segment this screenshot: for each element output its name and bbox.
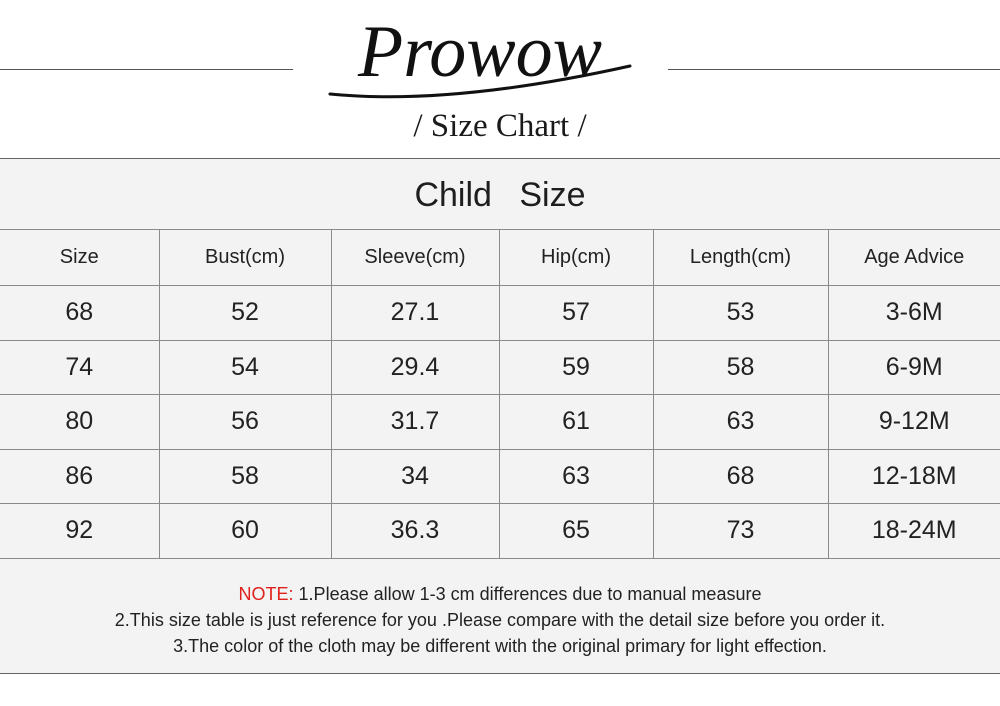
- cell-hip: 59: [499, 340, 653, 395]
- cell-size: 80: [0, 395, 159, 450]
- size-chart-panel: [0, 158, 1000, 674]
- cell-age-advice: 3-6M: [828, 286, 1000, 341]
- cell-age-advice: 12-18M: [828, 449, 1000, 504]
- cell-size: 74: [0, 340, 159, 395]
- page-subtitle: / Size Chart /: [413, 108, 587, 144]
- cell-sleeve: 34: [331, 449, 499, 504]
- cell-size: 86: [0, 449, 159, 504]
- cell-hip: 63: [499, 449, 653, 504]
- column-header-sleeve: Sleeve(cm): [331, 230, 499, 286]
- cell-length: 58: [653, 340, 828, 395]
- cell-age-advice: 6-9M: [828, 340, 1000, 395]
- header-rule-left: [0, 69, 293, 70]
- note-text-1: 1.Please allow 1-3 cm differences due to manual measure: [293, 584, 762, 604]
- cell-hip: 65: [499, 504, 653, 559]
- table-title: Child Size: [414, 176, 586, 214]
- cell-sleeve: 27.1: [331, 286, 499, 341]
- header-rule-right: [668, 69, 1000, 70]
- cell-length: 63: [653, 395, 828, 450]
- column-header-bust: Bust(cm): [159, 230, 331, 286]
- column-header-size: Size: [0, 230, 159, 286]
- note-line-1: [0, 581, 1000, 607]
- column-header-hip: Hip(cm): [499, 230, 653, 286]
- cell-sleeve: 36.3: [331, 504, 499, 559]
- cell-bust: 60: [159, 504, 331, 559]
- table-row: [0, 286, 1000, 341]
- cell-length: 68: [653, 449, 828, 504]
- note-label: NOTE:: [238, 584, 294, 604]
- table-row: [0, 340, 1000, 395]
- brand-logo: [300, 6, 660, 106]
- cell-size: 92: [0, 504, 159, 559]
- cell-sleeve: 31.7: [331, 395, 499, 450]
- brand-logo-text: Prowow: [358, 11, 602, 93]
- cell-hip: 57: [499, 286, 653, 341]
- cell-bust: 54: [159, 340, 331, 395]
- page-header: [0, 0, 1000, 158]
- column-header-length: Length(cm): [653, 230, 828, 286]
- note-line-2: 2.This size table is just reference for you .Please compare with the detail size before you order it.: [114, 610, 886, 630]
- cell-bust: 58: [159, 449, 331, 504]
- note-line-3: 3.The color of the cloth may be different with the original primary for light effection.: [173, 636, 827, 656]
- cell-bust: 56: [159, 395, 331, 450]
- cell-age-advice: 9-12M: [828, 395, 1000, 450]
- cell-hip: 61: [499, 395, 653, 450]
- cell-bust: 52: [159, 286, 331, 341]
- cell-size: 68: [0, 286, 159, 341]
- table-row: [0, 395, 1000, 450]
- cell-sleeve: 29.4: [331, 340, 499, 395]
- size-table: [0, 229, 1000, 559]
- cell-length: 73: [653, 504, 828, 559]
- column-header-age-advice: Age Advice: [828, 230, 1000, 286]
- cell-length: 53: [653, 286, 828, 341]
- table-row: [0, 449, 1000, 504]
- table-row: [0, 504, 1000, 559]
- notes-section: [0, 563, 1000, 673]
- cell-age-advice: 18-24M: [828, 504, 1000, 559]
- table-header-row: [0, 230, 1000, 286]
